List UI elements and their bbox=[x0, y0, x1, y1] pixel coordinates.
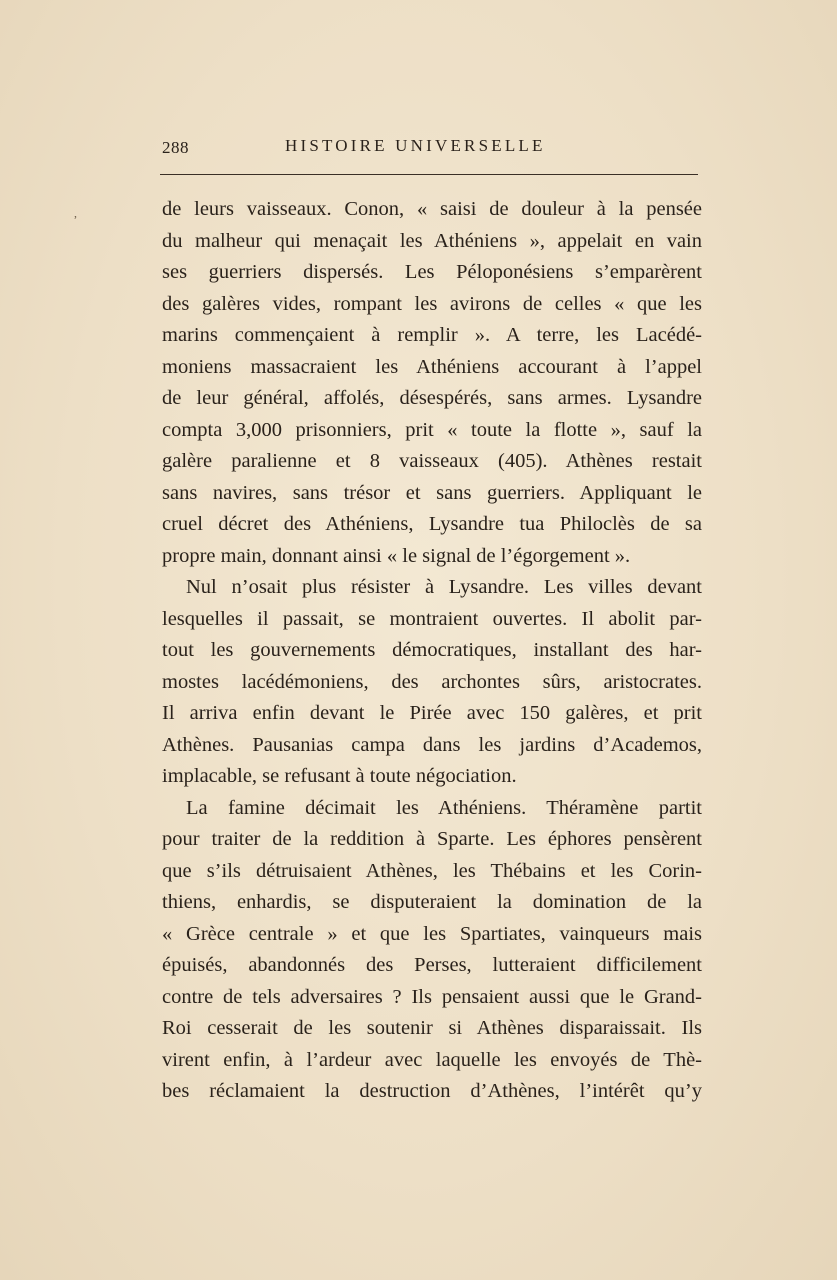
text-line: galère paralienne et 8 vaisseaux (405). Athènes restait bbox=[162, 450, 702, 472]
text-line: bes réclamaient la destruction d’Athènes, l’intérêt qu’y bbox=[162, 1080, 702, 1102]
text-line: pour traiter de la reddition à Sparte. Les éphores pensèrent bbox=[162, 828, 702, 850]
text-line: virent enfin, à l’ardeur avec laquelle les envoyés de Thè- bbox=[162, 1048, 702, 1071]
running-title: HISTOIRE UNIVERSELLE bbox=[285, 136, 546, 155]
text-line: contre de tels adversaires ? Ils pensaient aussi que le Grand- bbox=[162, 985, 702, 1008]
text-line: lesquelles il passait, se montraient ouvertes. Il abolit par- bbox=[162, 607, 702, 630]
text-line: mostes lacédémoniens, des archontes sûrs, aristocrates. bbox=[162, 670, 702, 693]
text-line: que s’ils détruisaient Athènes, les Thébains et les Corin- bbox=[162, 859, 702, 882]
text-line: épuisés, abandonnés des Perses, lutteraient difficilement bbox=[162, 954, 702, 976]
text-line: ses guerriers dispersés. Les Péloponésiens s’emparèrent bbox=[162, 261, 702, 283]
text-line: propre main, donnant ainsi « le signal de l’égorgement ». bbox=[162, 544, 631, 567]
text-line: implacable, se refusant à toute négociation. bbox=[162, 765, 517, 787]
text-line: tout les gouvernements démocratiques, installant des har- bbox=[162, 639, 702, 661]
text-line: marins commençaient à remplir ». A terre, les Lacédé- bbox=[162, 324, 702, 346]
text-line: Nul n’osait plus résister à Lysandre. Les villes devant bbox=[186, 576, 702, 598]
text-line: compta 3,000 prisonniers, prit « toute la flotte », sauf la bbox=[162, 418, 702, 441]
body-text bbox=[162, 194, 702, 1108]
header-rule bbox=[160, 174, 698, 175]
page-header bbox=[160, 136, 700, 162]
margin-mark: , bbox=[74, 206, 77, 220]
text-line: La famine décimait les Athéniens. Théramène partit bbox=[186, 796, 702, 819]
text-line: sans navires, sans trésor et sans guerriers. Appliquant le bbox=[162, 481, 702, 504]
text-line: Il arriva enfin devant le Pirée avec 150 galères, et prit bbox=[162, 702, 702, 724]
text-line: des galères vides, rompant les avirons de celles « que les bbox=[162, 292, 702, 315]
text-line: moniens massacraient les Athéniens accourant à l’appel bbox=[162, 355, 702, 378]
text-line: « Grèce centrale » et que les Spartiates, vainqueurs mais bbox=[162, 922, 702, 945]
text-line: Roi cesserait de les soutenir si Athènes disparaissait. Ils bbox=[162, 1017, 702, 1039]
text-line: cruel décret des Athéniens, Lysandre tua Philoclès de sa bbox=[162, 513, 702, 535]
text-line: thiens, enhardis, se disputeraient la domination de la bbox=[162, 891, 702, 913]
text-line: Athènes. Pausanias campa dans les jardins d’Academos, bbox=[162, 733, 702, 756]
text-line: de leur général, affolés, désespérés, sans armes. Lysandre bbox=[162, 387, 702, 409]
text-line: du malheur qui menaçait les Athéniens », appelait en vain bbox=[162, 229, 702, 252]
text-line: de leurs vaisseaux. Conon, « saisi de douleur à la pensée bbox=[162, 198, 702, 220]
page-number: 288 bbox=[162, 138, 189, 157]
